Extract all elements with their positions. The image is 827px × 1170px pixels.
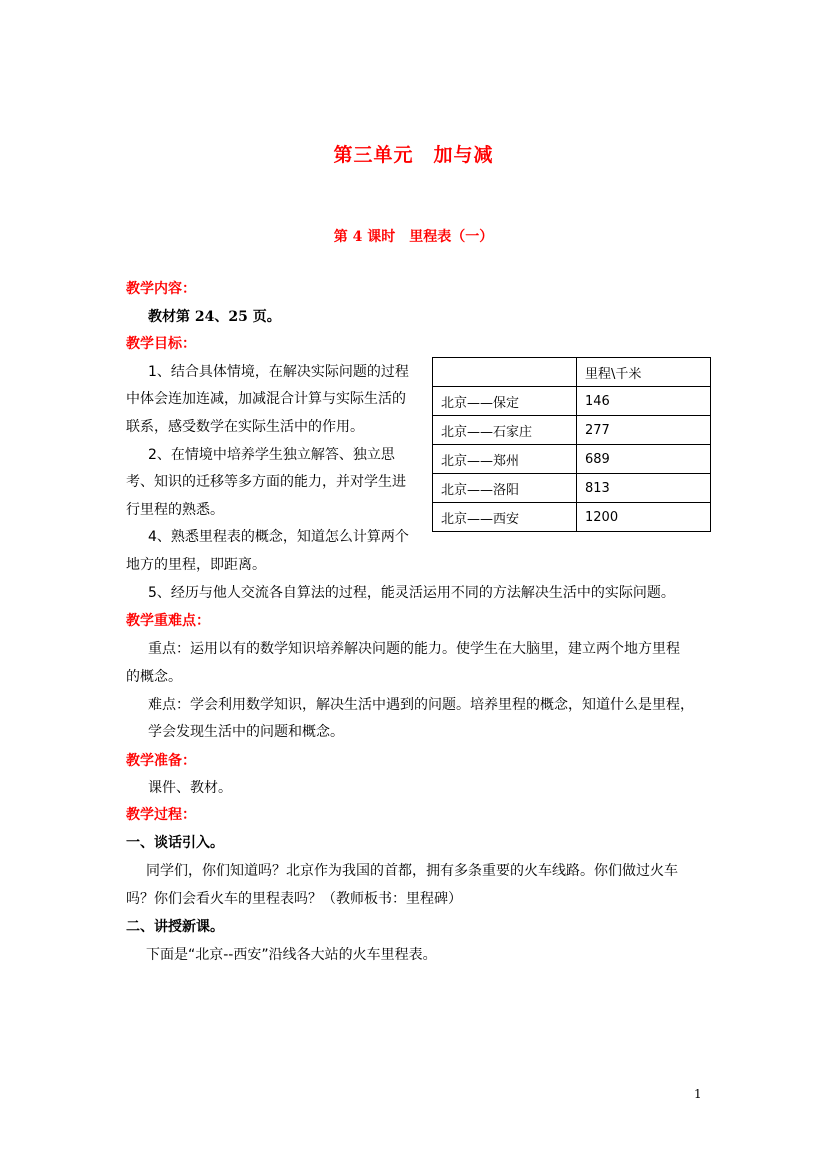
process-heading: 教学过程： — [126, 807, 196, 823]
distance-cell: 146 — [577, 387, 711, 416]
content-text: 教材第 24、25 页。 — [148, 309, 281, 325]
table-header-cell — [433, 358, 577, 387]
page-number: 1 — [694, 1087, 702, 1101]
key-point-line: 重点：运用以有的数学知识培养解决问题的能力。使学生在大脑里，建立两个地方里程 — [148, 641, 680, 657]
distance-cell: 689 — [577, 445, 711, 474]
key-point-line: 难点：学会利用数学知识，解决生活中遇到的问题。培养里程的概念，知道什么是里程， — [148, 697, 694, 713]
document-title: 第三单元 加与减 — [333, 144, 494, 166]
distance-cell: 1200 — [577, 503, 711, 532]
route-cell: 北京——石家庄 — [433, 416, 577, 445]
prep-heading: 教学准备： — [126, 753, 196, 769]
goal-line: 考、知识的迁移等多方面的能力，并对学生进 — [126, 474, 406, 490]
table-header-row — [433, 358, 711, 387]
step2-heading: 二、讲授新课。 — [126, 919, 224, 935]
content-heading: 教学内容： — [126, 281, 196, 297]
table-row — [433, 474, 711, 503]
goal-line: 中体会连加连减，加减混合计算与实际生活的 — [126, 391, 406, 407]
table-row — [433, 503, 711, 532]
goal-line: 1、结合具体情境，在解决实际问题的过程 — [148, 364, 409, 380]
goal-line: 5、经历与他人交流各自算法的过程，能灵活运用不同的方法解决生活中的实际问题。 — [148, 585, 675, 601]
goals-heading: 教学目标： — [126, 336, 196, 352]
table-row — [433, 416, 711, 445]
step1-text-line: 吗？你们会看火车的里程表吗？（教师板书：里程碑） — [126, 891, 462, 907]
table-header-cell: 里程\千米 — [577, 358, 711, 387]
goal-line: 行里程的熟悉。 — [126, 502, 224, 518]
goal-line: 地方的里程，即距离。 — [126, 557, 266, 573]
goal-line: 联系，感受数学在实际生活中的作用。 — [126, 419, 364, 435]
step1-heading: 一、谈话引入。 — [126, 835, 224, 851]
key-point-line: 的概念。 — [126, 669, 182, 685]
goal-line: 4、熟悉里程表的概念，知道怎么计算两个 — [148, 529, 409, 545]
prep-text: 课件、教材。 — [148, 780, 232, 796]
key-point-line: 学会发现生活中的问题和概念。 — [148, 724, 344, 740]
key-heading: 教学重难点： — [126, 613, 210, 629]
distance-cell: 277 — [577, 416, 711, 445]
route-cell: 北京——保定 — [433, 387, 577, 416]
route-cell: 北京——西安 — [433, 503, 577, 532]
step2-text: 下面是“北京--西安”沿线各大站的火车里程表。 — [146, 947, 437, 963]
table-row — [433, 387, 711, 416]
distance-cell: 813 — [577, 474, 711, 503]
goal-line: 2、在情境中培养学生独立解答、独立思 — [148, 447, 395, 463]
mileage-table — [432, 357, 711, 532]
route-cell: 北京——洛阳 — [433, 474, 577, 503]
lesson-title: 第 4 课时 里程表（一） — [333, 229, 494, 245]
step1-text-line: 同学们，你们知道吗？北京作为我国的首都，拥有多条重要的火车线路。你们做过火车 — [146, 863, 678, 879]
route-cell: 北京——郑州 — [433, 445, 577, 474]
table-row — [433, 445, 711, 474]
